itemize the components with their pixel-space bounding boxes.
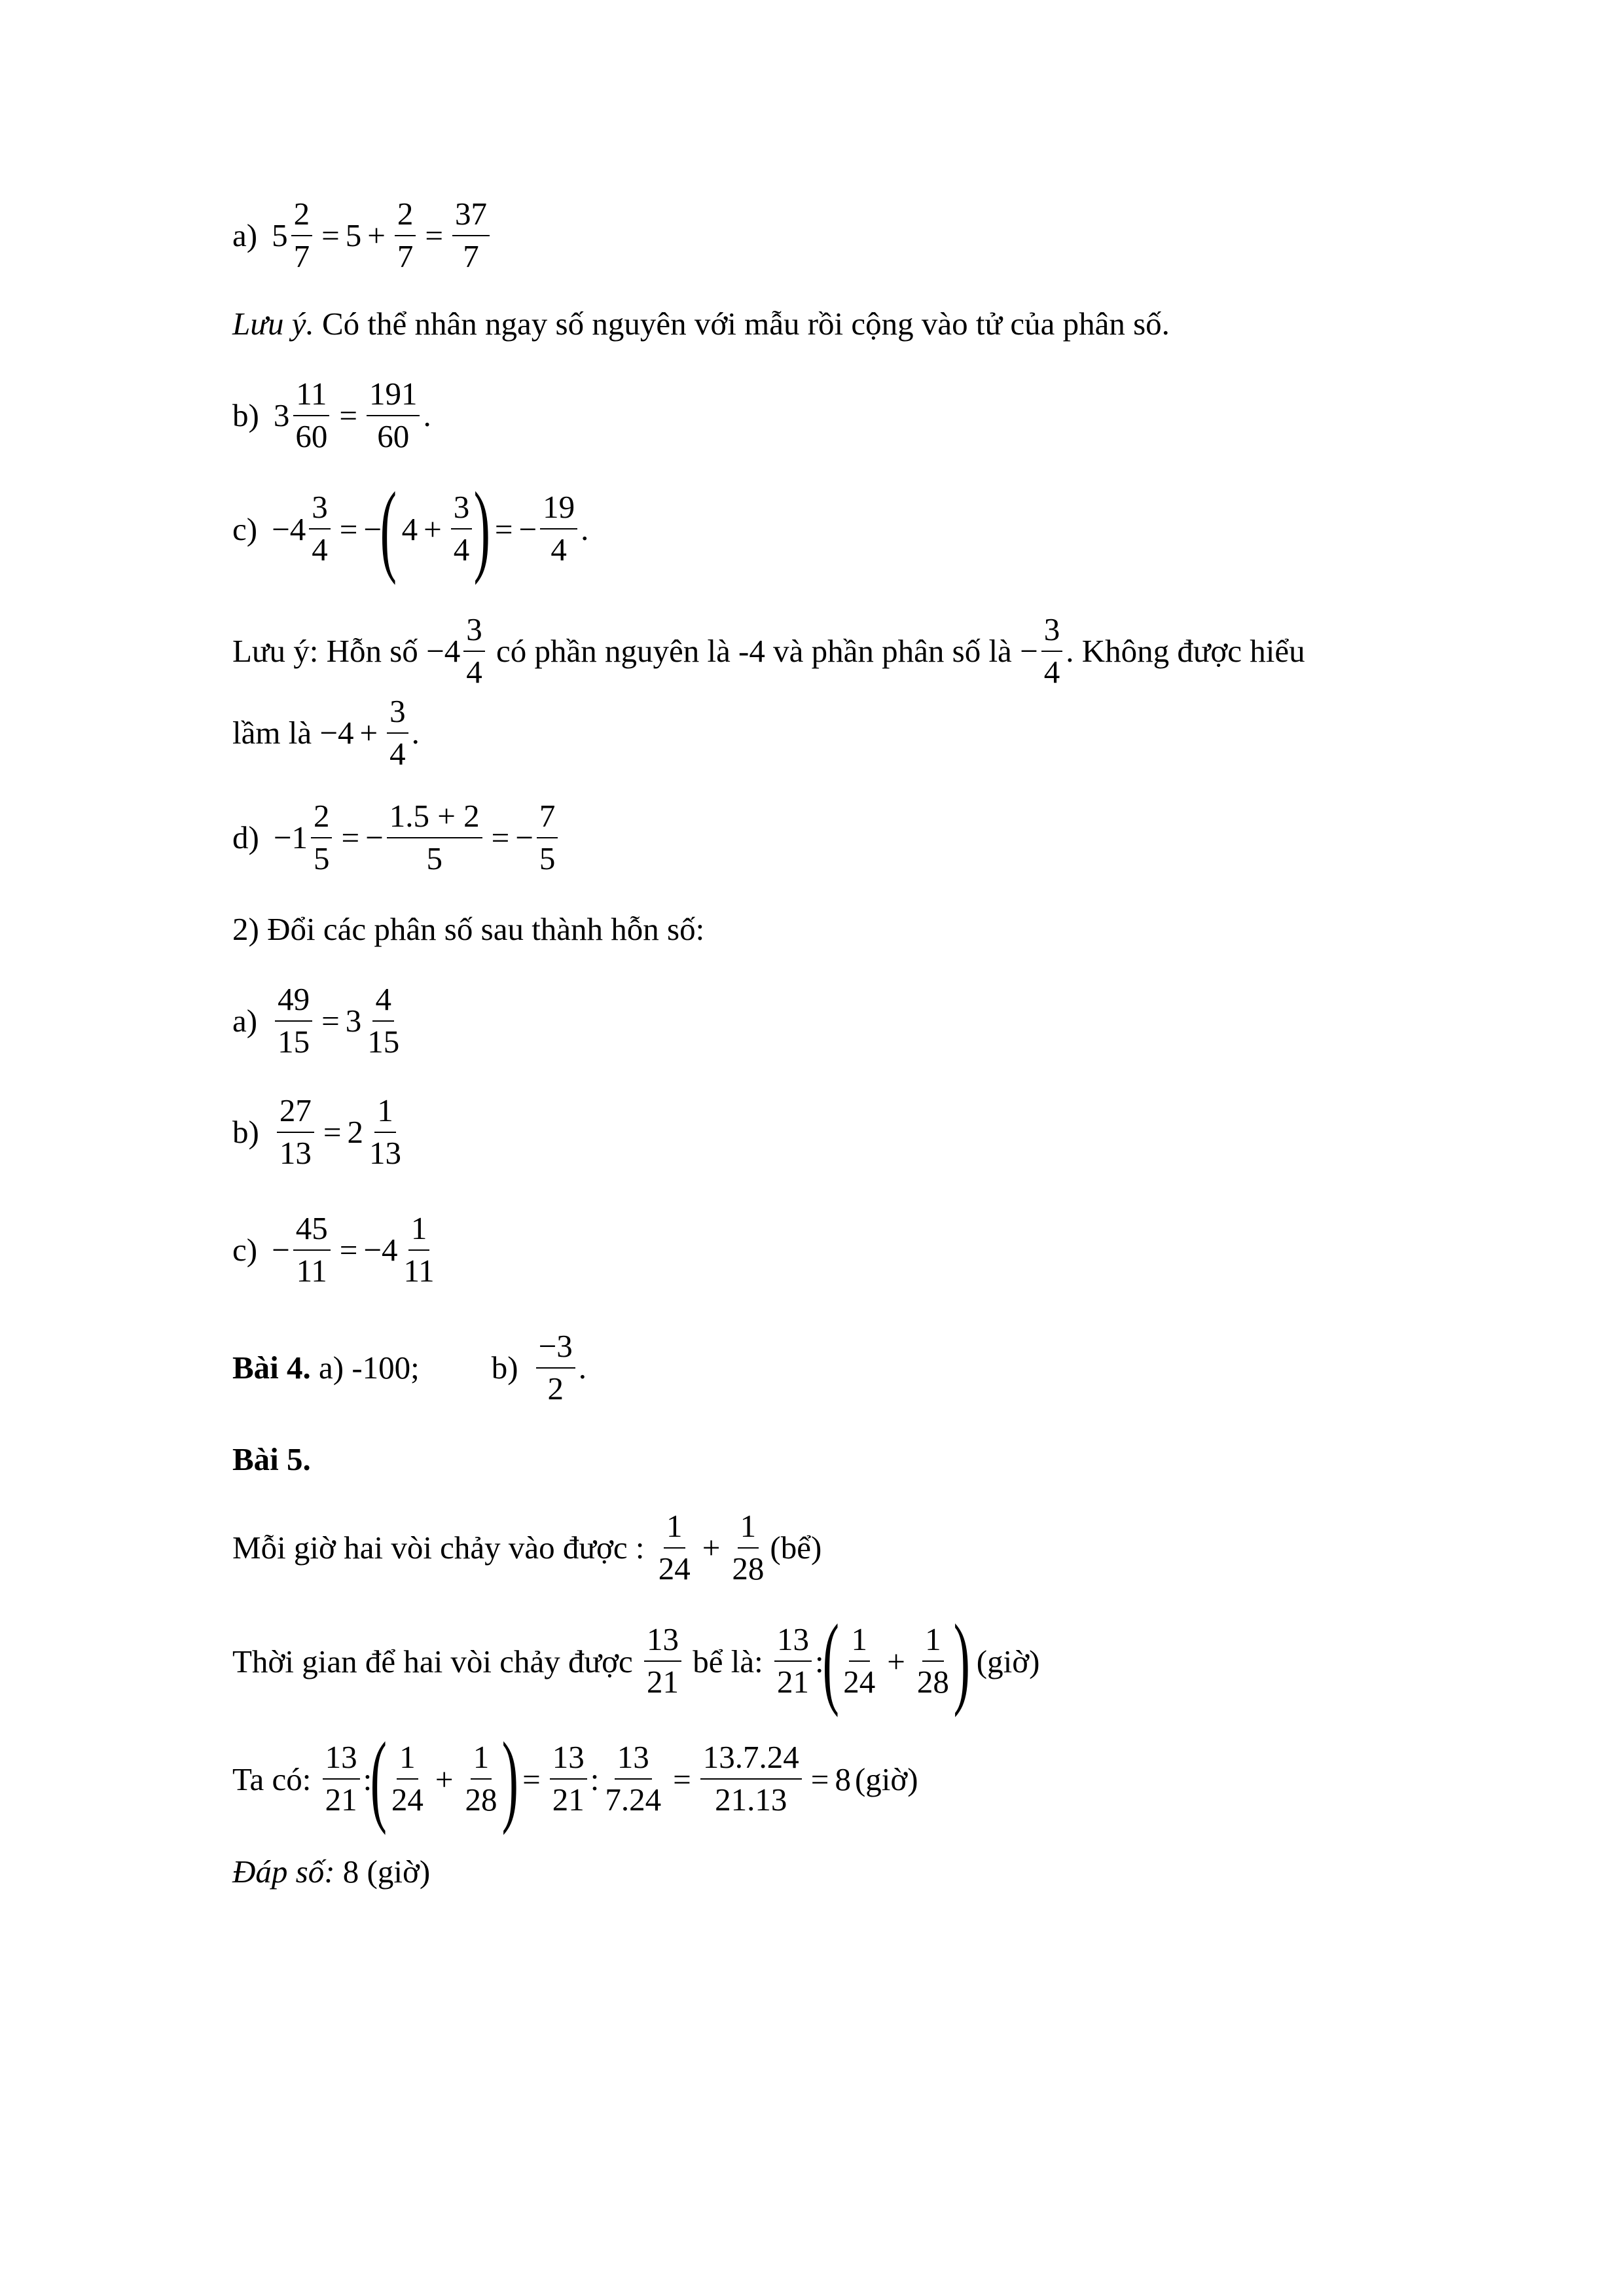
fraction: −3 2	[536, 1329, 575, 1407]
fraction: 1 24	[391, 1739, 424, 1818]
line-1b: b) 3 $\frac{11}{60}$ = $\frac{191}{60}$ .	[232, 376, 431, 454]
fraction: $\frac{2}{7}$	[291, 196, 313, 275]
note-mixed-number: Lưu ý: Hỗn số −4 3 4 có phần nguyên là -4 và phần phân số là − $\frac{3}{4}$ . Không được hiểu	[232, 611, 1305, 690]
fraction: $\frac{13.7.24}{21.13}$	[700, 1740, 802, 1818]
fraction: $\frac{13}{7.24}$	[605, 1739, 662, 1818]
fraction: $\frac{1.5 + 2}{5}$	[387, 798, 482, 877]
line-1c: c) −4 $\frac{3}{4}$ = − ( 4 + $\frac{3}{4}$ ) = − $\frac{19}{4}$ .	[232, 471, 589, 586]
fraction: $\frac{1}{28}$	[465, 1739, 497, 1818]
note-continued: lầm là −4 + $\frac{3}{4}$ .	[232, 693, 420, 772]
exercise-5-step-3: Ta có: 13 21 : ( 1 24 + $\frac{1}{28}$ ) = $\frac{13}{21}$ : $\frac{13}{7.24}$ = $\frac{13.7.24}{21.13}$ = 8 (giờ)	[232, 1721, 918, 1836]
fraction: $\frac{19}{4}$	[540, 490, 577, 568]
fraction: $\frac{11}{60}$	[293, 376, 330, 455]
fraction: $\frac{3}{4}$	[451, 490, 473, 568]
fraction: 1 24	[843, 1621, 876, 1700]
fraction: 13 21	[323, 1740, 360, 1818]
exercise-5-step-2: Thời gian để hai vòi chảy được 13 21 bể là: 13 21 : ( 1 24 + $\frac{1}{28}$ ) (giờ)	[232, 1604, 1040, 1718]
fraction: $\frac{7}{5}$	[537, 798, 558, 877]
fraction: $\frac{1}{28}$	[732, 1508, 765, 1587]
fraction: $\frac{1}{28}$	[916, 1621, 949, 1700]
fraction: 4 15	[367, 981, 400, 1060]
exercise-5-step-1: Mỗi giờ hai vòi chảy vào được : 1 24 + $\frac{1}{28}$ (bể)	[232, 1508, 822, 1587]
fraction: $\frac{191}{60}$	[367, 376, 420, 455]
fraction: 3 4	[463, 612, 485, 691]
section-2-heading: 2) Đổi các phân số sau thành hỗn số:	[232, 911, 705, 947]
fraction: $\frac{45}{11}$	[293, 1211, 331, 1289]
fraction: $\frac{3}{4}$	[1041, 612, 1063, 691]
line-1a: a) 5 $\frac{2}{7}$ = 5 + $\frac{2}{7}$ = $\frac{37}{7}$	[232, 196, 493, 275]
fraction: 13 21	[644, 1622, 681, 1700]
fraction: $\frac{3}{4}$	[309, 490, 331, 568]
fraction: $\frac{3}{4}$	[387, 694, 408, 772]
fraction: 1 24	[658, 1508, 691, 1587]
fraction: 1 11	[403, 1210, 435, 1289]
fraction: $\frac{2}{5}$	[311, 798, 333, 877]
line-1d: d) −1 $\frac{2}{5}$ = − $\frac{1.5 + 2}{5}$ = − $\frac{7}{5}$	[232, 798, 561, 877]
note-line: Lưu ý. Có thể nhân ngay số nguyên với mẫu rồi cộng vào tử của phân số.	[232, 306, 1170, 342]
line-2a: a) $\frac{49}{15}$ = 3 4 15	[232, 982, 405, 1060]
exercise-5-title: Bài 5.	[232, 1441, 311, 1477]
answer-line: Đáp số: 8 (giờ)	[232, 1854, 431, 1890]
line-2b: b) $\frac{27}{13}$ = 2 1 13	[232, 1093, 407, 1172]
fraction: $\frac{2}{7}$	[395, 196, 416, 275]
line-2c: c) − $\frac{45}{11}$ = −4 1 11	[232, 1211, 441, 1289]
exercise-4: Bài 4. a) -100; b) −3 2 .	[232, 1328, 587, 1407]
fraction: $\frac{49}{15}$	[275, 982, 312, 1060]
fraction: $\frac{13}{21}$	[550, 1740, 587, 1818]
fraction: $\frac{27}{13}$	[277, 1093, 314, 1172]
fraction: 1 13	[369, 1092, 401, 1171]
fraction: $\frac{37}{7}$	[452, 196, 490, 275]
fraction: 13 21	[774, 1622, 812, 1700]
